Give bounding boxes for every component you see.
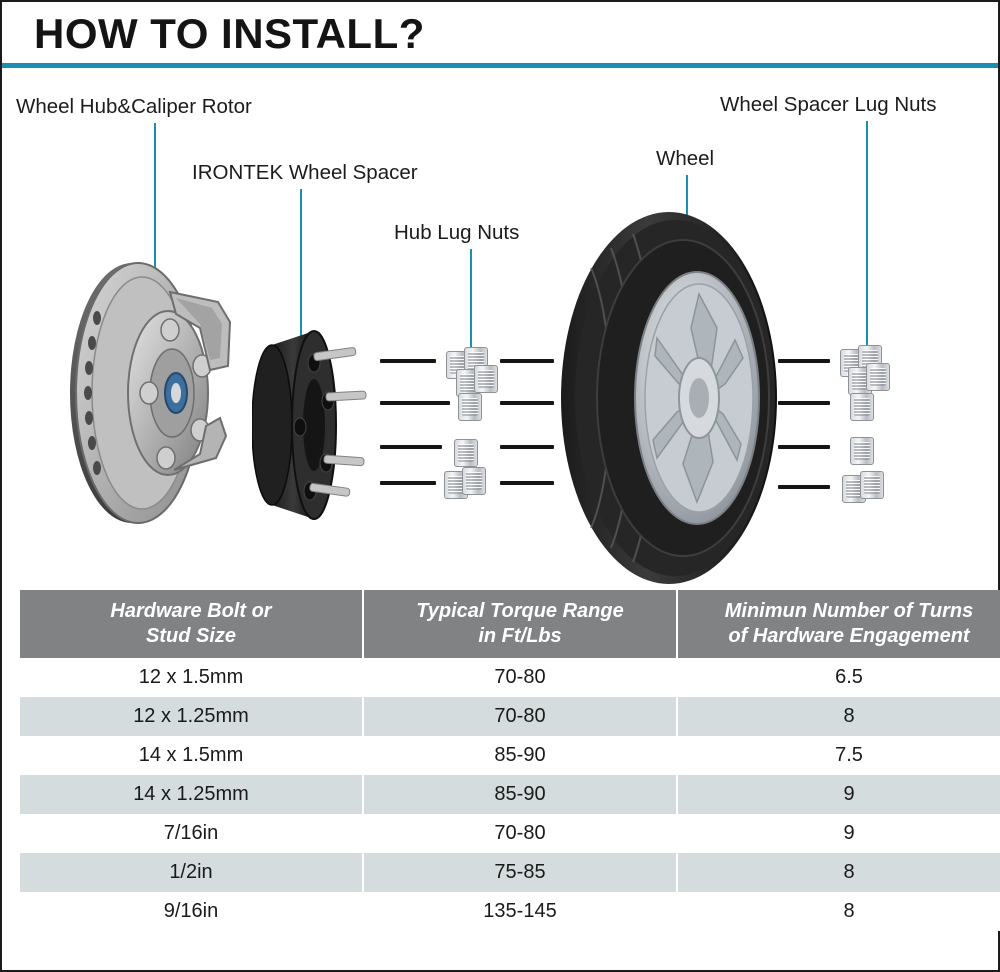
label-wheel-spacer-lug-nuts: Wheel Spacer Lug Nuts xyxy=(720,93,937,116)
label-hub-lug-nuts: Hub Lug Nuts xyxy=(394,221,520,244)
cell-turns: 6.5 xyxy=(677,658,1000,697)
header-line-1: Minimun Number of Turns xyxy=(724,600,974,622)
dash-line xyxy=(778,359,830,363)
table-header-row xyxy=(20,590,1000,658)
cell-bolt-size: 14 x 1.5mm xyxy=(20,736,363,775)
torque-spec-table-wrapper xyxy=(20,590,980,931)
table-row xyxy=(20,658,1000,697)
lug-nut xyxy=(860,471,884,499)
leader-line-spacer-lug-nuts xyxy=(866,121,868,359)
cell-turns: 8 xyxy=(677,892,1000,931)
cell-bolt-size: 12 x 1.5mm xyxy=(20,658,363,697)
installation-diagram xyxy=(2,73,998,583)
lug-nut xyxy=(866,363,890,391)
lug-nut xyxy=(454,439,478,467)
cell-bolt-size: 7/16in xyxy=(20,814,363,853)
leader-line-spacer xyxy=(300,189,302,341)
cell-turns: 9 xyxy=(677,775,1000,814)
dash-line xyxy=(380,481,436,485)
table-row xyxy=(20,736,1000,775)
header-bar xyxy=(2,2,998,68)
dash-line xyxy=(380,445,442,449)
cell-bolt-size: 12 x 1.25mm xyxy=(20,697,363,736)
cell-turns: 8 xyxy=(677,697,1000,736)
table-row xyxy=(20,775,1000,814)
wheel-graphic xyxy=(557,208,787,578)
cell-torque: 70-80 xyxy=(363,814,677,853)
header-line-2: of Hardware Engagement xyxy=(728,625,970,647)
header-line-2: Stud Size xyxy=(145,625,236,647)
header-line-1: Hardware Bolt or xyxy=(110,600,272,622)
page-title: HOW TO INSTALL? xyxy=(34,10,425,57)
cell-turns: 7.5 xyxy=(677,736,1000,775)
label-irontek-wheel-spacer: IRONTEK Wheel Spacer xyxy=(192,161,418,184)
lug-nut xyxy=(462,467,486,495)
cell-torque: 70-80 xyxy=(363,658,677,697)
cell-torque: 135-145 xyxy=(363,892,677,931)
cell-torque: 75-85 xyxy=(363,853,677,892)
lug-nut xyxy=(458,393,482,421)
dash-line xyxy=(500,445,554,449)
cell-bolt-size: 9/16in xyxy=(20,892,363,931)
table-row xyxy=(20,892,1000,931)
table-row xyxy=(20,697,1000,736)
hub-lug-nuts-graphic xyxy=(380,343,540,503)
dash-line xyxy=(500,401,554,405)
torque-spec-table xyxy=(20,590,1000,931)
table-header xyxy=(20,590,1000,658)
table-row xyxy=(20,853,1000,892)
table-row xyxy=(20,814,1000,853)
cell-bolt-size: 14 x 1.25mm xyxy=(20,775,363,814)
cell-torque: 85-90 xyxy=(363,736,677,775)
dash-line xyxy=(380,401,450,405)
dash-line xyxy=(380,359,436,363)
dash-line xyxy=(778,485,830,489)
header-line-2: in Ft/Lbs xyxy=(478,625,562,647)
dash-line xyxy=(500,359,554,363)
irontek-wheel-spacer-graphic xyxy=(252,323,382,523)
wheel-hub-caliper-rotor-graphic xyxy=(50,258,280,528)
column-header-torque-range xyxy=(363,590,677,658)
dash-line xyxy=(778,445,830,449)
cell-bolt-size: 1/2in xyxy=(20,853,363,892)
column-header-turns xyxy=(677,590,1000,658)
lug-nut xyxy=(850,393,874,421)
cell-turns: 9 xyxy=(677,814,1000,853)
header-line-1: Typical Torque Range xyxy=(416,600,624,622)
label-wheel-hub-caliper-rotor: Wheel Hub&Caliper Rotor xyxy=(16,95,252,118)
column-header-bolt-size xyxy=(20,590,363,658)
cell-torque: 70-80 xyxy=(363,697,677,736)
cell-torque: 85-90 xyxy=(363,775,677,814)
lug-nut xyxy=(850,437,874,465)
label-wheel: Wheel xyxy=(656,147,715,170)
cell-turns: 8 xyxy=(677,853,1000,892)
dash-line xyxy=(778,401,830,405)
table-body xyxy=(20,658,1000,931)
lug-nut xyxy=(474,365,498,393)
wheel-spacer-lug-nuts-graphic xyxy=(778,343,908,503)
dash-line xyxy=(500,481,554,485)
